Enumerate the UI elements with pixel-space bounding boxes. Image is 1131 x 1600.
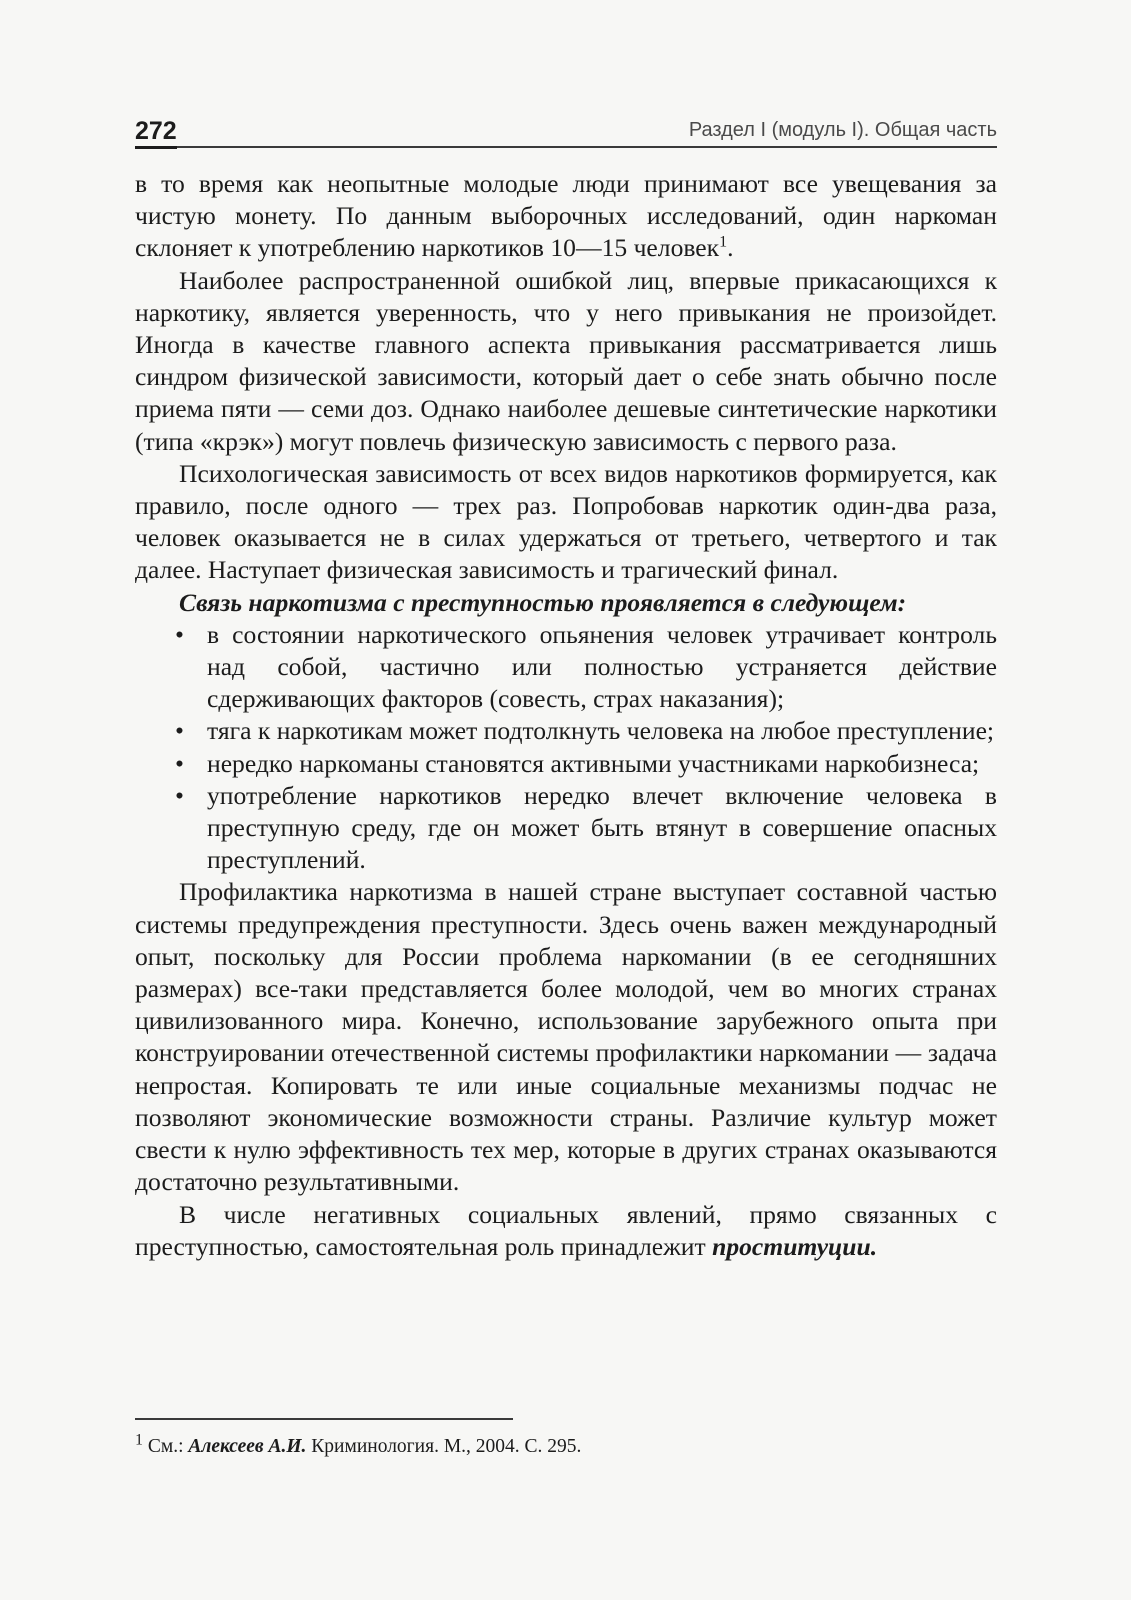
paragraph-text: в то время как неопытные молодые люди принимают все увещевания за чистую монету. По данным выборочных исследований, один наркоман склоняет к употреблению наркотиков 10—15 человек <box>135 169 997 263</box>
list-item: • нередко наркоманы становятся активными участниками наркобизнеса; <box>207 748 997 780</box>
paragraph-psychological-dependence: Психологическая зависимость от всех видов наркотиков формируется, как правило, после одного — трех раз. Попробовав наркотик один-два раза, человек оказывается не в силах удержаться от третьего, четвертого и так далее. Наступает физическая зависимость и трагический финал. <box>135 458 997 585</box>
emphasized-term: проституции. <box>712 1231 878 1261</box>
list-item: • употребление наркотиков нередко влечет включение человека в преступную среду, где он может быть втянут в совершение опасных преступлений. <box>207 780 997 877</box>
page-header <box>135 108 997 148</box>
book-page <box>135 108 997 1263</box>
paragraph-addiction-misconception: Наиболее распространенной ошибкой лиц, впервые прикасающихся к наркотику, является уверенность, что у него привыкания не произойдет. Иногда в качестве главного аспекта привыкания рассматривается лишь синдром физической зависимости, который дает о себе знать обычно после приема пяти — семи доз. Однако наиболее дешевые синтетические наркотики (типа «крэк») могут повлечь физическую зависимость с первого раза. <box>135 265 997 456</box>
paragraph-continued <box>135 168 997 265</box>
footnote-author: Алексеев А.И. <box>188 1436 307 1457</box>
footnote-divider <box>135 1418 513 1420</box>
paragraph-text: В числе негативных социальных явлений, прямо связанных с преступностью, самостоятельная роль принадлежит <box>135 1199 997 1261</box>
list-item: • тяга к наркотикам может подтолкнуть человека на любое преступление; <box>207 715 997 747</box>
list-item: • в состоянии наркотического опьянения человек утрачивает контроль над собой, частично или полностью устраняется действие сдерживающих факторов (совесть, страх наказания); <box>207 619 997 716</box>
paragraph-end: . <box>727 233 734 263</box>
footnote <box>135 1431 997 1460</box>
paragraph-prevention: Профилактика наркотизма в нашей стране выступает составной частью системы предупреждения преступности. Здесь очень важен международный опыт, поскольку для России проблема наркомании (в ее сегодняшних размерах) все-таки представляется более молодой, чем во многих странах цивилизованного мира. Конечно, использование зарубежного опыта при конструировании отечественной системы профилактики наркомании — задача непростая. Копировать те или иные социальные механизмы подчас не позволяют экономические возможности страны. Различие культур может свести к нулю эффективность тех мер, которые в других странах оказываются достаточно результативными. <box>135 877 997 1197</box>
running-head: Раздел I (модуль I). Общая часть <box>688 119 997 141</box>
footnote-prefix: См.: <box>143 1436 189 1457</box>
list-lead-in: Связь наркотизма с преступностью проявляется в следующем: <box>179 587 907 617</box>
footnote-source: Криминология. М., 2004. С. 295. <box>306 1436 582 1457</box>
page-body <box>135 168 997 1263</box>
paragraph-prostitution <box>135 1199 997 1263</box>
page-number: 272 <box>135 119 177 149</box>
footnote-mark: 1 <box>135 1431 143 1449</box>
bullet-list <box>135 619 997 877</box>
footnote-reference[interactable]: 1 <box>719 233 728 251</box>
